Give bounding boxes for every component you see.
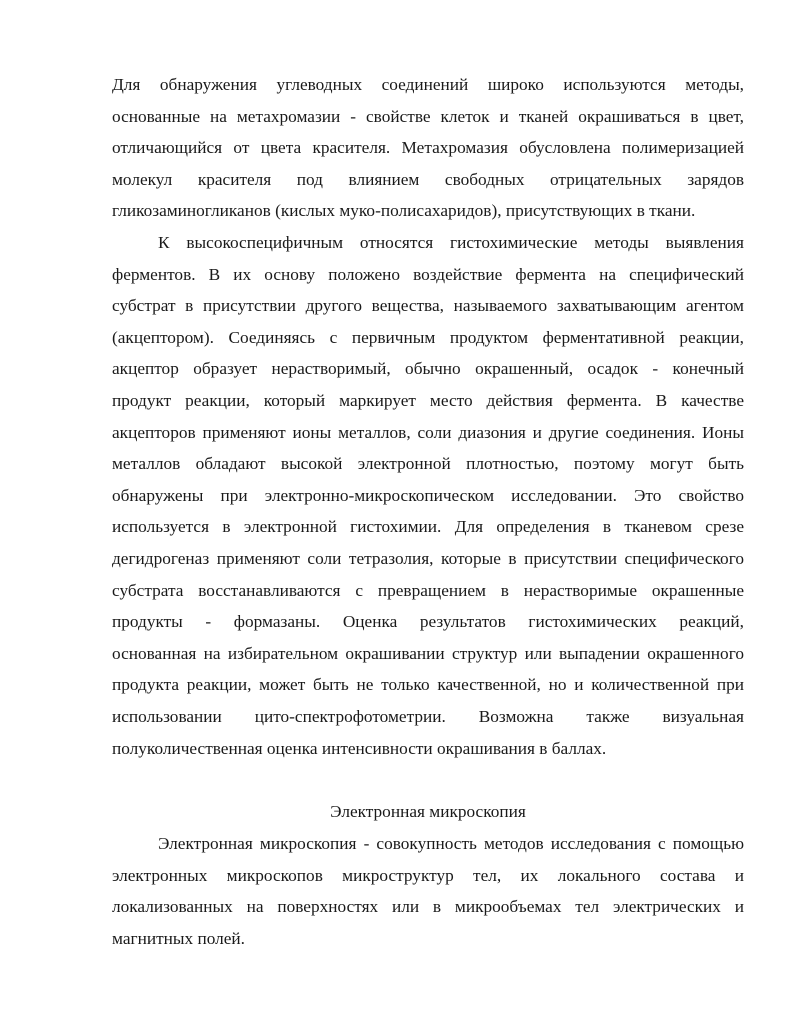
text-line: продукта реакции, может быть не только качественной, но и количественной при [112,675,744,695]
text-line: (акцептором). Соединяясь с первичным продуктом ферментативной реакции, [112,327,744,347]
text-line: субстрата восстанавливаются с превращением в нерастворимые окрашенные [112,580,744,600]
text-line: продукт реакции, который маркирует место действия фермента. В качестве [112,390,744,410]
text-line: основанная на избирательном окрашивании структур или выпадении окрашенного [112,643,744,663]
paragraph-enzymes [112,227,744,764]
text-line: отличающийся от цвета красителя. Метахромазия обусловлена полимеризацией [112,138,744,158]
text-line: металлов обладают высокой электронной плотностью, поэтому могут быть [112,454,744,474]
text-line: молекул красителя под влиянием свободных отрицательных зарядов [112,169,744,189]
text-line: субстрат в присутствии другого вещества, называемого захватывающим агентом [112,296,744,316]
text-line: локализованных на поверхностях или в микрообъемах тел электрических и [112,897,744,917]
text-line: акцептор образует нерастворимый, обычно окрашенный, осадок - конечный [112,359,744,379]
text-line: гликозаминогликанов (кислых муко-полисахаридов), присутствующих в ткани. [112,201,696,221]
text-line: обнаружены при электронно-микроскопическом исследовании. Это свойство [112,485,744,505]
text-line: Электронная микроскопия - совокупность методов исследования с помощью [158,834,744,853]
text-line: акцепторов применяют ионы металлов, соли диазония и другие соединения. Ионы [112,422,744,442]
text-line: магнитных полей. [112,928,245,948]
paragraph-metachromasia [112,69,744,227]
text-line: ферментов. В их основу положено воздействие фермента на специфический [112,264,744,284]
text-line: продукты - формазаны. Оценка результатов гистохимических реакций, [112,612,744,632]
text-line: электронных микроскопов микроструктур тел, их локального состава и [112,865,744,885]
paragraph-electron-microscopy [112,828,744,954]
text-line: использовании цито-спектрофотометрии. Возможна также визуальная [112,706,744,726]
text-line: Для обнаружения углеводных соединений широко используются методы, [112,75,744,94]
section-heading: Электронная микроскопия [330,802,526,821]
text-line: полуколичественная оценка интенсивности окрашивания в баллах. [112,738,607,758]
text-line: дегидрогеназ применяют соли тетразолия, которые в присутствии специфического [112,548,744,568]
text-line: используется в электронной гистохимии. Для определения в тканевом срезе [112,517,744,537]
text-line: К высокоспецифичным относятся гистохимические методы выявления [158,233,744,252]
text-line: основанные на метахромазии - свойстве клеток и тканей окрашиваться в цвет, [112,106,744,126]
